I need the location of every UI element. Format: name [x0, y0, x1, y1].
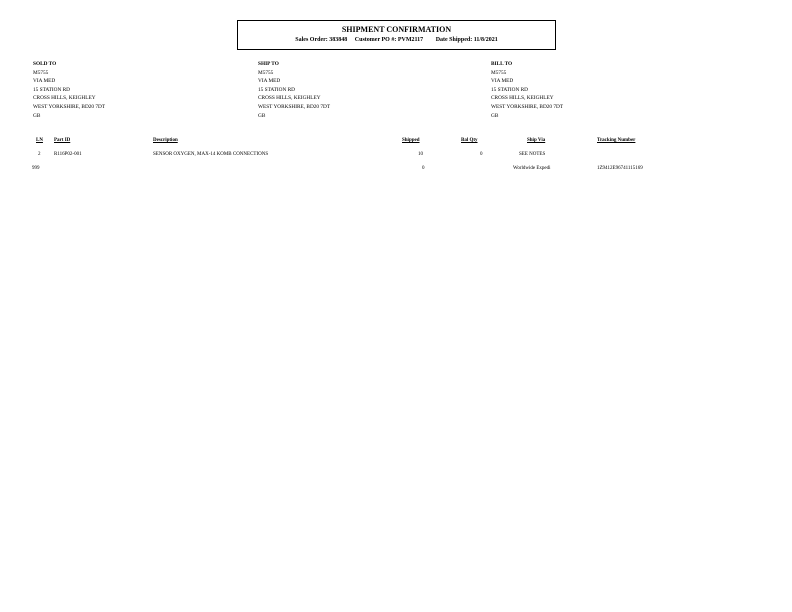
sold-to-line: M5755	[33, 69, 49, 76]
sold-to-line: 15 STATION RD	[33, 86, 70, 93]
sold-to-line: GB	[33, 112, 41, 119]
col-header-ln: LN	[36, 138, 43, 143]
date-shipped	[436, 37, 498, 43]
col-header-tracking: Tracking Number	[597, 138, 636, 143]
row-bal-qty: 0	[480, 152, 483, 157]
ship-to-line: VIA MED	[258, 78, 281, 85]
date-shipped-value: 11/8/2021	[473, 37, 498, 43]
row-part-id: R116P02-001	[54, 152, 82, 157]
ship-to-line: 15 STATION RD	[258, 86, 295, 93]
summary-tracking-number: 1Z9412E96741115169	[597, 166, 643, 171]
order-info-line	[238, 37, 555, 43]
document-title: SHIPMENT CONFIRMATION	[341, 25, 452, 34]
col-header-shipped: Shipped	[402, 138, 420, 143]
col-header-description: Description	[153, 138, 178, 143]
sales-order	[295, 37, 347, 43]
customer-po	[355, 37, 423, 43]
sales-order-value: 383848	[329, 37, 348, 43]
ship-to-title: SHIP TO	[258, 61, 279, 67]
sold-to-block	[33, 60, 105, 120]
row-description: SENSOR OXYGEN, MAX-14 KOMB CONNECTIONS	[153, 152, 269, 157]
col-header-part-id: Part ID	[54, 138, 71, 143]
bill-to-line: M5755	[491, 69, 507, 76]
summary-shipped: 0	[422, 166, 425, 171]
sold-to-line: VIA MED	[33, 78, 56, 85]
row-ship-via: SEE NOTES	[519, 152, 546, 157]
date-shipped-label: Date Shipped:	[435, 37, 473, 43]
sold-to-line: WEST YORKSHIRE, BD20 7DT	[33, 103, 106, 110]
col-header-ship-via: Ship Via	[527, 138, 546, 143]
customer-po-value: PVM2117	[397, 37, 424, 43]
ship-to-line: M5755	[258, 69, 274, 76]
bill-to-block	[491, 60, 563, 120]
bill-to-line: CROSS HILLS, KEIGHLEY	[491, 95, 554, 102]
row-shipped: 10	[418, 152, 423, 157]
sold-to-line: CROSS HILLS, KEIGHLEY	[33, 95, 96, 102]
bill-to-line: GB	[491, 112, 499, 119]
ship-to-line: WEST YORKSHIRE, BD20 7DT	[258, 103, 331, 110]
summary-code: 999	[32, 166, 40, 171]
ship-to-line: CROSS HILLS, KEIGHLEY	[258, 95, 321, 102]
bill-to-line: VIA MED	[491, 78, 514, 85]
bill-to-line: WEST YORKSHIRE, BD20 7DT	[491, 103, 564, 110]
summary-ship-via: Worldwide Expedi	[513, 166, 551, 171]
bill-to-title: BILL TO	[491, 61, 513, 67]
ship-to-line: GB	[258, 112, 266, 119]
ship-to-block	[258, 60, 330, 120]
sold-to-title: SOLD TO	[33, 61, 57, 67]
col-header-bal-qty: Bal Qty	[461, 138, 478, 143]
bill-to-line: 15 STATION RD	[491, 86, 528, 93]
sales-order-label: Sales Order:	[295, 37, 328, 43]
row-ln: 2	[38, 152, 41, 157]
customer-po-label: Customer PO #:	[354, 37, 397, 43]
header-box	[237, 20, 556, 50]
